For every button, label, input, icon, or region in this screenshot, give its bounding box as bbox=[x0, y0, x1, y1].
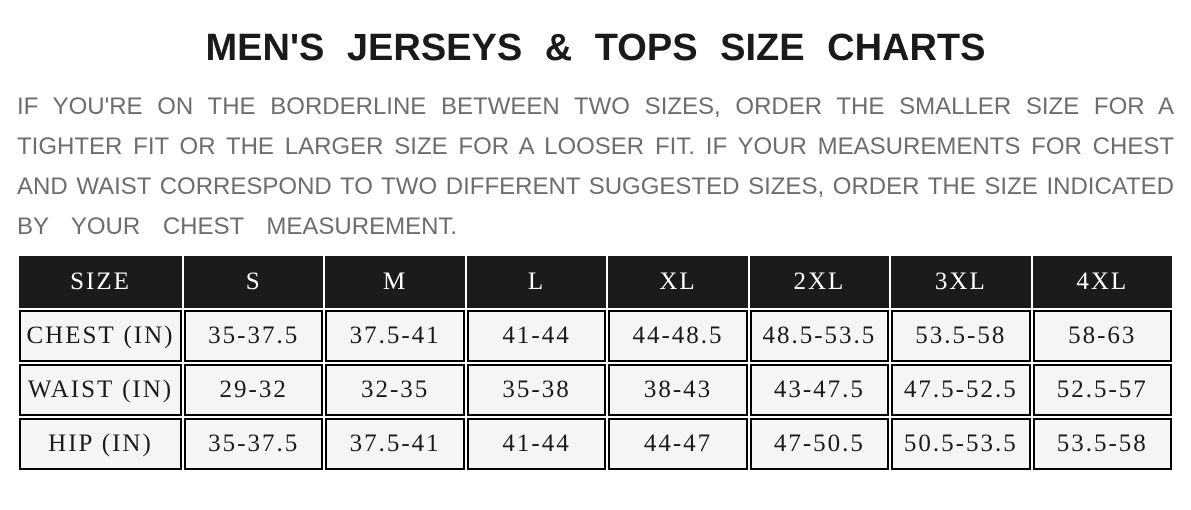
intro-paragraph bbox=[17, 87, 1174, 247]
size-chart-header bbox=[19, 256, 1172, 308]
size-chart-table bbox=[17, 254, 1174, 472]
hip-value-s: 35-37.5 bbox=[184, 418, 323, 470]
header-row bbox=[19, 256, 1172, 308]
column-header-2xl: 2XL bbox=[750, 256, 889, 308]
column-header-3xl: 3XL bbox=[891, 256, 1030, 308]
table-row-waist bbox=[19, 364, 1172, 416]
waist-value-l: 35-38 bbox=[467, 364, 606, 416]
hip-value-l: 41-44 bbox=[467, 418, 606, 470]
chest-value-2xl: 48.5-53.5 bbox=[750, 310, 889, 362]
chest-value-m: 37.5-41 bbox=[325, 310, 464, 362]
chest-value-xl: 44-48.5 bbox=[608, 310, 747, 362]
intro-line-1: IF YOU'RE ON THE BORDERLINE BETWEEN TWO SIZES, ORDER THE SMALLER SIZE FOR A bbox=[17, 93, 1174, 120]
intro-line-2: TIGHTER FIT OR THE LARGER SIZE FOR A LOOSER FIT. IF YOUR MEASUREMENTS FOR CHEST bbox=[17, 133, 1174, 160]
column-header-m: M bbox=[325, 256, 464, 308]
column-header-4xl: 4XL bbox=[1033, 256, 1172, 308]
chest-value-4xl: 58-63 bbox=[1033, 310, 1172, 362]
column-header-l: L bbox=[467, 256, 606, 308]
waist-value-3xl: 47.5-52.5 bbox=[891, 364, 1030, 416]
row-label-waist: WAIST (IN) bbox=[19, 364, 182, 416]
chest-value-l: 41-44 bbox=[467, 310, 606, 362]
chest-value-s: 35-37.5 bbox=[184, 310, 323, 362]
intro-line-4: BY YOUR CHEST MEASUREMENT. bbox=[17, 213, 458, 240]
row-label-chest: CHEST (IN) bbox=[19, 310, 182, 362]
waist-value-s: 29-32 bbox=[184, 364, 323, 416]
waist-value-2xl: 43-47.5 bbox=[750, 364, 889, 416]
column-header-size: SIZE bbox=[19, 256, 182, 308]
column-header-xl: XL bbox=[608, 256, 747, 308]
table-row-chest bbox=[19, 310, 1172, 362]
hip-value-2xl: 47-50.5 bbox=[750, 418, 889, 470]
waist-value-xl: 38-43 bbox=[608, 364, 747, 416]
hip-value-3xl: 50.5-53.5 bbox=[891, 418, 1030, 470]
column-header-s: S bbox=[184, 256, 323, 308]
row-label-hip: HIP (IN) bbox=[19, 418, 182, 470]
intro-line-3: AND WAIST CORRESPOND TO TWO DIFFERENT SUGGESTED SIZES, ORDER THE SIZE INDICATED bbox=[17, 173, 1174, 200]
waist-value-4xl: 52.5-57 bbox=[1033, 364, 1172, 416]
waist-value-m: 32-35 bbox=[325, 364, 464, 416]
hip-value-xl: 44-47 bbox=[608, 418, 747, 470]
page-title: MEN'S JERSEYS & TOPS SIZE CHARTS bbox=[205, 27, 986, 69]
chest-value-3xl: 53.5-58 bbox=[891, 310, 1030, 362]
hip-value-m: 37.5-41 bbox=[325, 418, 464, 470]
hip-value-4xl: 53.5-58 bbox=[1033, 418, 1172, 470]
table-row-hip bbox=[19, 418, 1172, 470]
